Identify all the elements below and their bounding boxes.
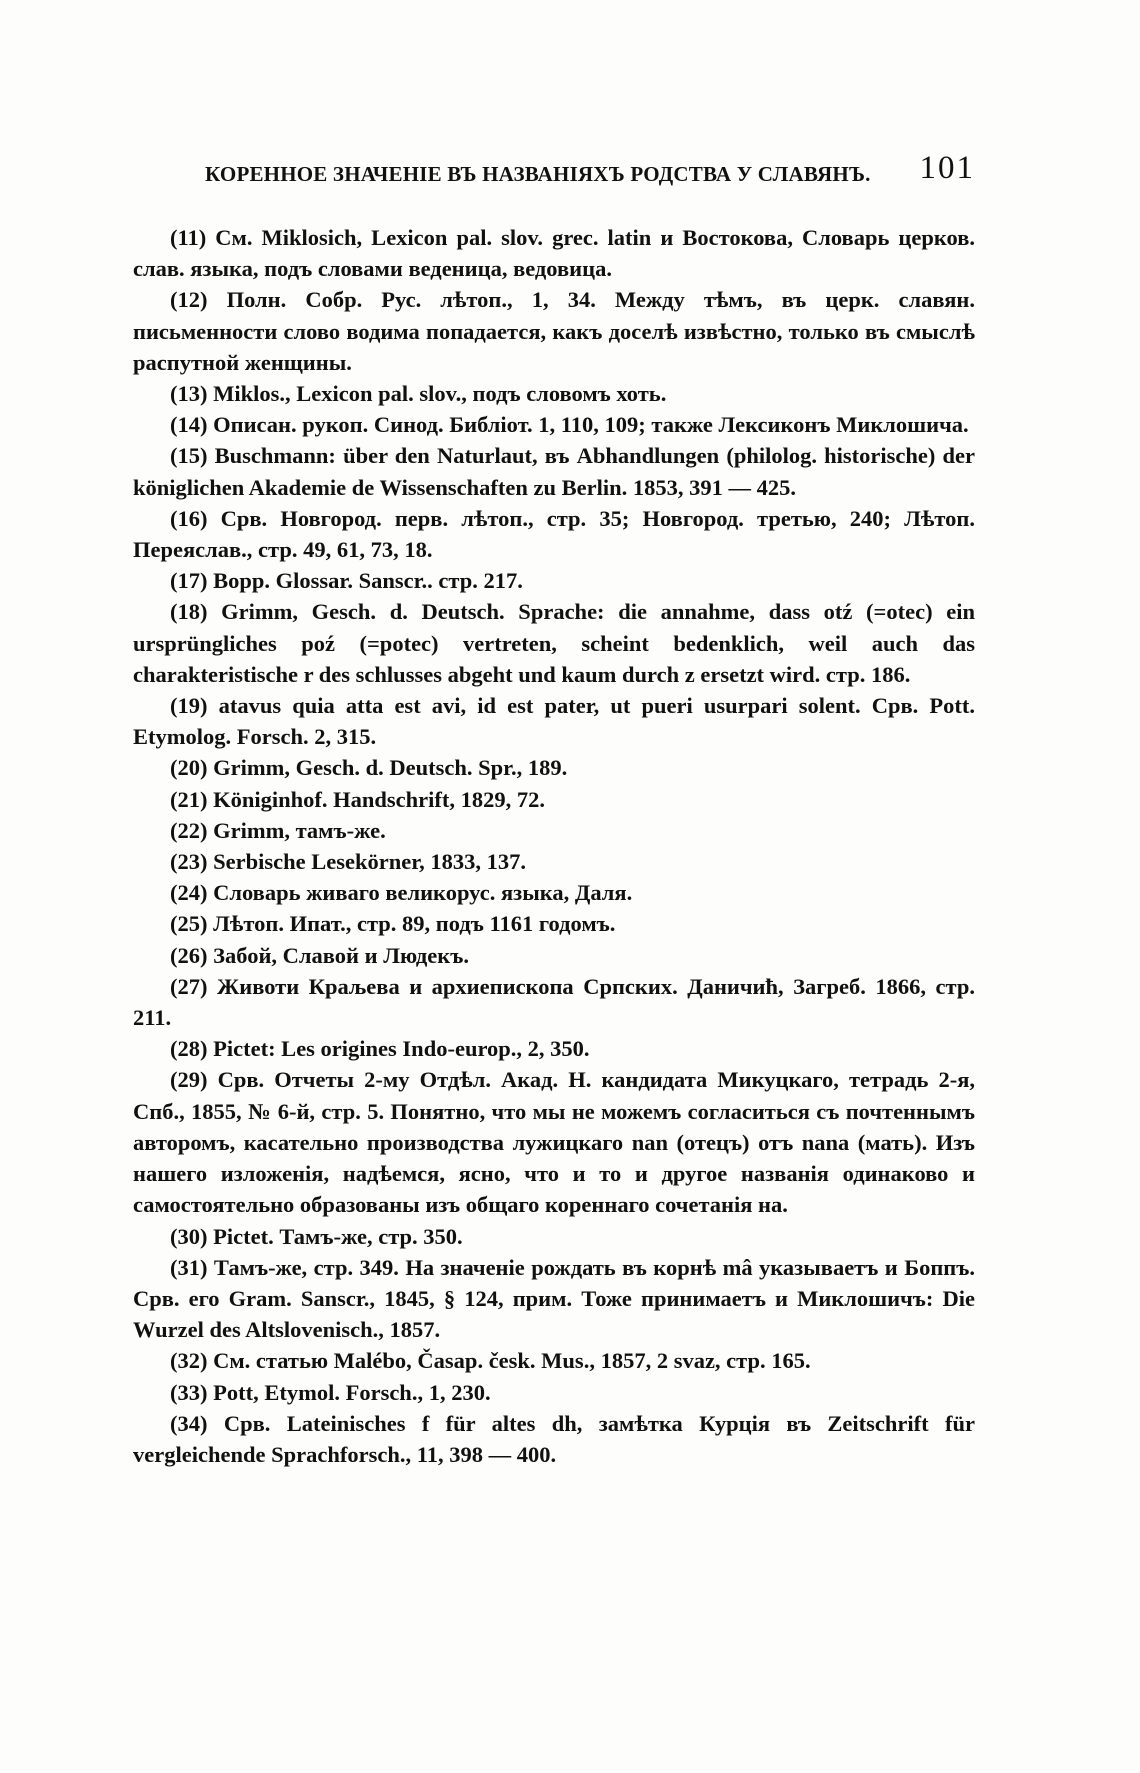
footnote-31: (31) Тамъ-же, стр. 349. На значеніе рождать въ корнѣ mâ указываетъ и Боппъ. Срв. его Gram. Sanscr., 1845, § 124, прим. Тоже принимаетъ и Миклошичъ: Die Wurzel des Altslovenisch., 1857. xyxy=(133,1254,975,1343)
footnote-24: (24) Словарь живаго великорус. языка, Даля. xyxy=(170,880,633,906)
footnote-18: (18) Grimm, Gesch. d. Deutsch. Sprache: die annahme, dass otź (=otec) ein ursprüngliches poź (=potec) vertreten, scheint bedenklich, weil auch das charakteristische r des schlusses abgeht und kaum durch z ersetzt wird. стр. 186. xyxy=(133,599,975,687)
footnote-11: (11) См. Miklosich, Lexicon pal. slov. grec. latin и Востокова, Словарь церков. слав. языка, подъ словами веденица, ведовица. xyxy=(133,225,975,282)
footnote-19: (19) atavus quia atta est avi, id est pater, ut pueri usurpari solent. Срв. Pott. Etymolog. Forsch. 2, 315. xyxy=(133,693,975,750)
footnote-28: (28) Pictet: Les origines Indo-europ., 2, 350. xyxy=(170,1036,590,1062)
footnote-23: (23) Serbische Lesekörner, 1833, 137. xyxy=(170,849,527,875)
page-header xyxy=(205,152,975,192)
footnote-17: (17) Bopp. Glossar. Sanscr.. стр. 217. xyxy=(170,568,523,594)
footnote-33: (33) Pott, Etymol. Forsch., 1, 230. xyxy=(170,1379,491,1405)
footnote-15: (15) Buschmann: über den Naturlaut, въ Abhandlungen (philolog. historische) der königlichen Akademie de Wissenschaften zu Berlin. 1853, 391 — 425. xyxy=(133,443,975,500)
page-number: 101 xyxy=(919,150,975,186)
footnote-29: (29) Срв. Отчеты 2-му Отдѣл. Акад. Н. кандидата Микуцкаго, тетрадь 2-я, Спб., 1855, № 6-й, стр. 5. Понятно, что мы не можемъ согласиться съ почтеннымъ авторомъ, касательно производства лужицкаго nan (отецъ) отъ nana (мать). Изъ нашего изложенія, надѣемся, ясно, что и то и другое названія одинаково и самостоятельно образованы изъ общаго кореннаго сочетанія на. xyxy=(133,1067,975,1218)
footnote-26: (26) Забой, Славой и Людекъ. xyxy=(170,942,469,968)
footnote-22: (22) Grimm, тамъ-же. xyxy=(170,817,386,843)
footnote-32: (32) См. статью Malébo, Časap. česk. Mus., 1857, 2 svaz, стр. 165. xyxy=(170,1348,811,1374)
footnote-20: (20) Grimm, Gesch. d. Deutsch. Spr., 189. xyxy=(170,755,568,781)
footnote-13: (13) Miklos., Lexicon pal. slov., подъ словомъ хоть. xyxy=(170,381,667,407)
footnote-30: (30) Pictet. Тамъ-же, стр. 350. xyxy=(170,1223,463,1249)
footnote-21: (21) Königinhof. Handschrift, 1829, 72. xyxy=(170,786,546,812)
footnote-12: (12) Полн. Собр. Рус. лѣтоп., 1, 34. Между тѣмъ, въ церк. славян. письменности слово водима попадается, какъ доселѣ извѣстно, только въ смыслѣ распутной женщины. xyxy=(133,287,975,375)
footnote-25: (25) Лѣтоп. Ипат., стр. 89, подъ 1161 годомъ. xyxy=(170,911,616,937)
footnote-27: (27) Животи Краљева и архиепископа Српских. Даничић, Загреб. 1866, стр. 211. xyxy=(133,973,975,1031)
footnote-14: (14) Описан. рукоп. Синод. Библіот. 1, 110, 109; также Лексиконъ Миклошича. xyxy=(170,412,969,438)
footnote-16: (16) Срв. Новгород. перв. лѣтоп., стр. 35; Новгород. третью, 240; Лѣтоп. Переяслав., стр. 49, 61, 73, 18. xyxy=(133,505,975,563)
footnote-34: (34) Срв. Lateinisches f für altes dh, замѣтка Курція въ Zeitschrift für vergleichende Sprachforsch., 11, 398 — 400. xyxy=(133,1410,975,1467)
running-title: КОРЕННОЕ ЗНАЧЕНІЕ ВЪ НАЗВАНІЯХЪ РОДСТВА У СЛАВЯНЪ. xyxy=(205,162,871,186)
footnotes-list xyxy=(133,222,975,1470)
